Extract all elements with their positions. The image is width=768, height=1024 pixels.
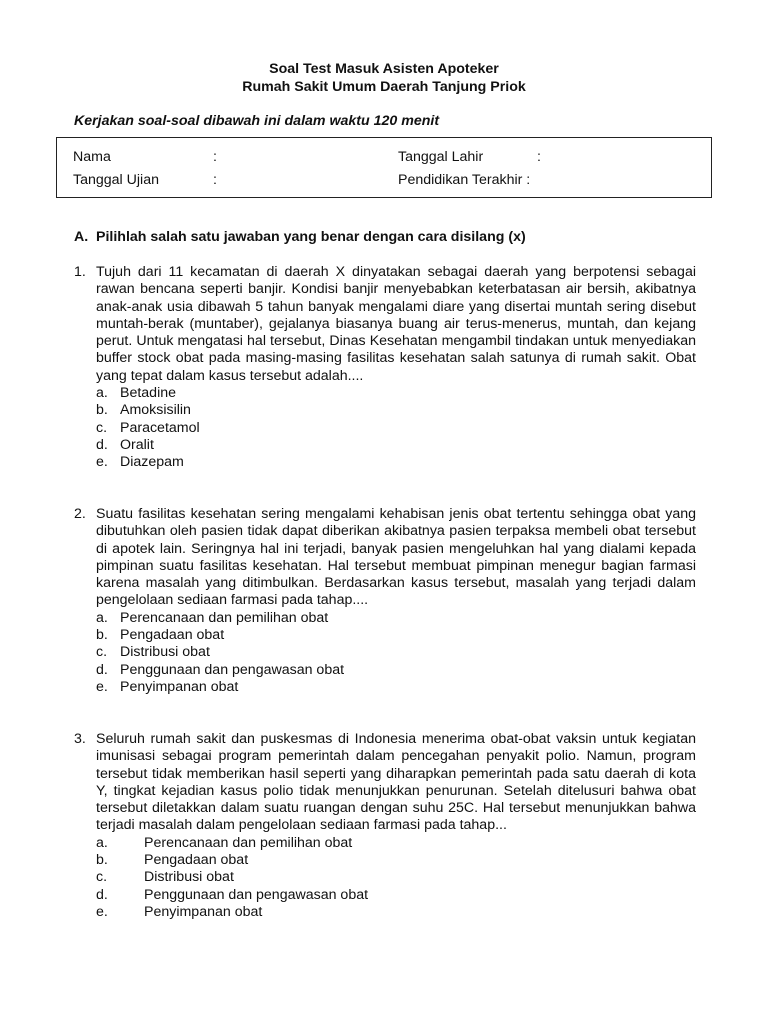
option-text: Distribusi obat: [144, 869, 234, 886]
section-heading-text: Pilihlah salah satu jawaban yang benar dengan cara disilang (x): [96, 229, 526, 245]
option-text: Amoksisilin: [120, 402, 191, 419]
option-letter: c.: [96, 419, 108, 436]
option-text: Penggunaan dan pengawasan obat: [144, 886, 369, 903]
option-letter: e.: [96, 903, 108, 920]
option-letter: d.: [96, 886, 108, 903]
option-text: Pengadaan obat: [120, 627, 225, 644]
option-a[interactable]: [74, 835, 696, 852]
option-d[interactable]: [74, 437, 696, 454]
question-number: 2.: [74, 506, 86, 522]
option-list: [74, 610, 696, 696]
option-text: Betadine: [120, 385, 177, 402]
option-c[interactable]: [74, 420, 696, 437]
tanggal-ujian-colon: :: [213, 172, 217, 188]
question-number: 1.: [74, 264, 86, 280]
option-e[interactable]: [74, 454, 696, 471]
section-heading: [74, 229, 526, 245]
option-letter: a.: [96, 834, 108, 851]
option-text: Penyimpanan obat: [120, 678, 239, 695]
question-2: [74, 506, 696, 696]
option-text: Oralit: [120, 436, 154, 453]
question-stem: Seluruh rumah sakit dan puskesmas di Indonesia menerima obat-obat vaksin untuk kegiatan imunisasi sebagai program pemerintah dalam pencegahan penyakit polio. Namun, program tersebut tidak memberikan hasil seperti yang diharapkan pemerintah pada satu daerah di kota Y, tingkat kejadian kasus polio tidak menunjukkan penurunan. Setelah ditelusuri bahwa obat tersebut diletakkan dalam suatu ruangan dengan suhu 25C. Hal tersebut menunjukkan bahwa terjadi masalah dalam pengelolaan sediaan farmasi pada tahap...: [96, 731, 696, 834]
option-text: Perencanaan dan pemilihan obat: [144, 834, 353, 851]
tanggal-lahir-label: Tanggal Lahir: [398, 149, 484, 165]
option-letter: c.: [96, 644, 108, 661]
option-list: [74, 385, 696, 471]
nama-colon: :: [213, 149, 217, 165]
option-letter: d.: [96, 436, 108, 453]
nama-label: Nama: [73, 149, 111, 165]
option-text: Diazepam: [120, 454, 184, 471]
section-letter: A.: [74, 229, 89, 245]
question-stem: Suatu fasilitas kesehatan sering mengalami kehabisan jenis obat tertentu sehingga obat yang dibutuhkan oleh pasien tidak dapat diberikan akibatnya pasien terpaksa membeli obat tersebut di apotek lain. Seringnya hal ini terjadi, banyak pasien mengeluhkan hal yang dialami kepada pimpinan suatu fasilitas kesehatan. Hal tersebut membuat pimpinan menegur bagian farmasi karena masalah yang ditimbulkan. Berdasarkan kasus tersebut, masalah yang terjadi dalam pengelolaan sediaan farmasi pada tahap....: [96, 506, 696, 609]
option-text: Perencanaan dan pemilihan obat: [120, 609, 329, 626]
option-text: Pengadaan obat: [144, 852, 249, 869]
option-e[interactable]: [74, 679, 696, 696]
identity-box: [56, 137, 712, 198]
option-c[interactable]: [74, 644, 696, 661]
question-1: [74, 264, 696, 472]
option-a[interactable]: [74, 610, 696, 627]
title-line-1: Soal Test Masuk Asisten Apoteker: [269, 61, 499, 77]
tanggal-lahir-colon: :: [537, 149, 541, 165]
option-letter: a.: [96, 609, 108, 626]
question-3: [74, 731, 696, 921]
option-text: Paracetamol: [120, 419, 200, 436]
option-letter: a.: [96, 385, 108, 402]
pendidikan-terakhir-label: Pendidikan Terakhir :: [398, 172, 531, 188]
question-stem: Tujuh dari 11 kecamatan di daerah X dinyatakan sebagai daerah yang berpotensi sebagai rawan bencana seperti banjir. Kondisi banjir menyebabkan keterbatasan air bersih, akibatnya anak-anak usia dibawah 5 tahun banyak mengalami diare yang disertai muntah sering disebut muntah-berak (muntaber), gejalanya biasanya buang air terus-menerus, muntah, dan kejang perut. Untuk mengatasi hal tersebut, Dinas Kesehatan mengambil tindakan untuk menyediakan buffer stock obat pada masing-masing fasilitas kesehatan salah satunya di rumah sakit. Obat yang tepat dalam kasus tersebut adalah....: [96, 264, 696, 384]
option-letter: d.: [96, 661, 108, 678]
instruction-text: Kerjakan soal-soal dibawah ini dalam waktu 120 menit: [74, 113, 440, 129]
option-letter: b.: [96, 402, 108, 419]
tanggal-ujian-label: Tanggal Ujian: [73, 172, 159, 188]
option-d[interactable]: [74, 887, 696, 904]
option-letter: b.: [96, 852, 108, 869]
option-c[interactable]: [74, 869, 696, 886]
question-number: 3.: [74, 731, 86, 747]
option-letter: b.: [96, 627, 108, 644]
option-text: Penggunaan dan pengawasan obat: [120, 661, 345, 678]
option-letter: e.: [96, 454, 108, 471]
option-text: Penyimpanan obat: [144, 903, 263, 920]
option-b[interactable]: [74, 852, 696, 869]
option-d[interactable]: [74, 662, 696, 679]
title-line-2: Rumah Sakit Umum Daerah Tanjung Priok: [242, 79, 526, 95]
option-e[interactable]: [74, 904, 696, 921]
option-b[interactable]: [74, 402, 696, 419]
option-b[interactable]: [74, 627, 696, 644]
option-a[interactable]: [74, 385, 696, 402]
option-letter: e.: [96, 678, 108, 695]
option-text: Distribusi obat: [120, 644, 210, 661]
option-letter: c.: [96, 869, 108, 886]
option-list: [74, 835, 696, 921]
